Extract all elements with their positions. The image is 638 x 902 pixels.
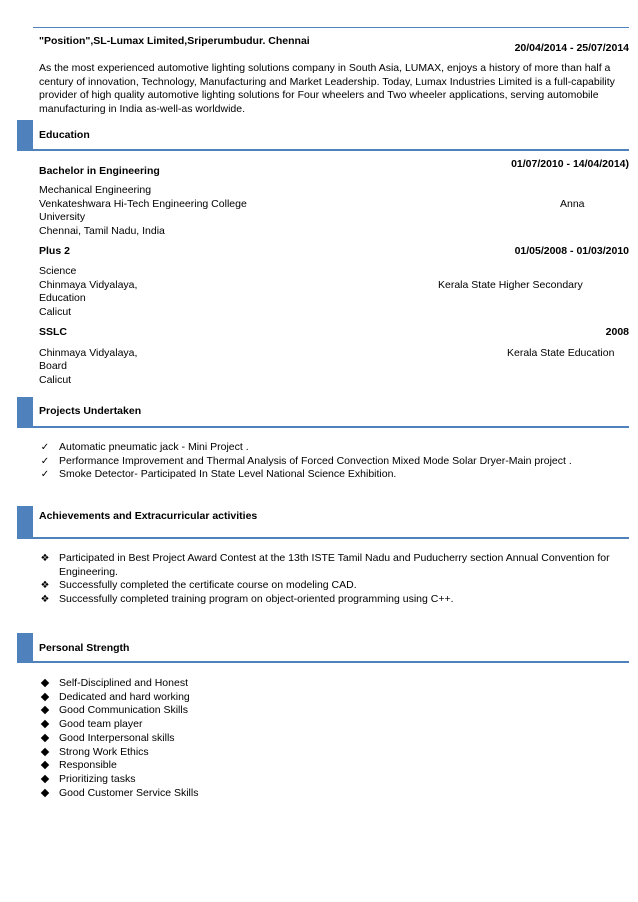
- education-field: Mechanical Engineering: [39, 184, 152, 196]
- education-institution: Chinmaya Vidyalaya,: [39, 279, 138, 291]
- education-degree: SSLC: [39, 326, 68, 338]
- four-diamond-icon: ❖: [40, 594, 50, 606]
- diamond-icon: [38, 704, 52, 718]
- education-institution: Chinmaya Vidyalaya,: [39, 347, 138, 359]
- list-item: Good team player: [38, 718, 633, 732]
- diamond-icon: [38, 718, 52, 732]
- strengths-list: [38, 677, 633, 800]
- education-board: Kerala State Higher Secondary: [438, 279, 583, 291]
- diamond-icon: [38, 746, 52, 760]
- diamond-icon: [38, 759, 52, 773]
- list-item: ❖ Successfully completed training program on object-oriented programming using C++.: [38, 593, 633, 607]
- strengths-section-marker: [17, 633, 33, 663]
- diamond-icon: [38, 787, 52, 801]
- education-location: Calicut: [39, 374, 72, 386]
- diamond-icon: [38, 691, 52, 705]
- diamond-icon: [38, 773, 52, 787]
- strengths-heading: Personal Strength: [39, 642, 130, 654]
- list-item: Responsible: [38, 759, 633, 773]
- list-item: ❖ Successfully completed the certificate course on modeling CAD.: [38, 579, 633, 593]
- list-item: ✓ Performance Improvement and Thermal Analysis of Forced Convection Mixed Mode Solar Dryer-Main project .: [38, 455, 633, 469]
- achievements-heading: Achievements and Extracurricular activities: [39, 510, 258, 522]
- diamond-icon: [38, 732, 52, 746]
- education-board-continued: University: [39, 211, 86, 223]
- diamond-icon: [38, 677, 52, 691]
- list-item: ✓ Automatic pneumatic jack - Mini Project .: [38, 441, 633, 455]
- projects-heading: Projects Undertaken: [39, 405, 142, 417]
- achievements-list: [38, 552, 633, 607]
- education-institution: Venkateshwara Hi-Tech Engineering College: [39, 198, 247, 210]
- check-icon: ✓: [40, 469, 50, 481]
- education-degree: Plus 2: [39, 245, 70, 257]
- experience-title: "Position",SL-Lumax Limited,Sriperumbudur. Chennai: [39, 35, 310, 47]
- check-icon: ✓: [40, 442, 50, 453]
- achievements-rule: [17, 537, 629, 539]
- education-board: Anna: [560, 198, 585, 210]
- achievements-section-marker: [17, 506, 33, 538]
- projects-list: [38, 441, 633, 482]
- four-diamond-icon: ❖: [40, 553, 50, 564]
- education-section-marker: [17, 120, 33, 150]
- education-board-continued: Board: [39, 360, 68, 372]
- experience-description: As the most experienced automotive lighting solutions company in South Asia, LUMAX, enjoys a history of more than half a century of innovation, Technology, Manufacturing and Market Leadership. Today, Lumax Industries Limited is a full-capability provider of high quality automotive lighting solutions for Four wheelers and Two wheeler applications, serving automobile manufacturing in India as-well-as worldwide.: [39, 62, 615, 116]
- education-dates: 01/07/2010 - 14/04/2014): [511, 158, 629, 170]
- list-item: Good Interpersonal skills: [38, 732, 633, 746]
- education-location: Chennai, Tamil Nadu, India: [39, 225, 165, 237]
- projects-section-marker: [17, 397, 33, 427]
- education-location: Calicut: [39, 306, 72, 318]
- education-heading: Education: [39, 129, 90, 141]
- list-item: ✓ Smoke Detector- Participated In State Level National Science Exhibition.: [38, 468, 633, 482]
- top-rule: [33, 27, 629, 28]
- experience-dates: 20/04/2014 - 25/07/2014: [514, 42, 629, 54]
- four-diamond-icon: ❖: [40, 580, 50, 592]
- list-item: Strong Work Ethics: [38, 746, 633, 760]
- education-dates: 2008: [605, 326, 629, 338]
- list-item: Dedicated and hard working: [38, 691, 633, 705]
- education-dates: 01/05/2008 - 01/03/2010: [514, 245, 629, 257]
- check-icon: ✓: [40, 455, 50, 467]
- education-field: Science: [39, 265, 77, 277]
- list-item: Good Communication Skills: [38, 704, 633, 718]
- list-item: Self-Disciplined and Honest: [38, 677, 633, 691]
- list-item: Good Customer Service Skills: [38, 787, 633, 801]
- education-rule: [17, 149, 629, 151]
- education-degree: Bachelor in Engineering: [39, 165, 160, 177]
- education-board-continued: Education: [39, 292, 86, 304]
- list-item: ❖ Participated in Best Project Award Contest at the 13th ISTE Tamil Nadu and Puducherry section Annual Convention for Engineering.: [38, 552, 633, 579]
- education-board: Kerala State Education: [507, 347, 615, 359]
- projects-rule: [17, 426, 629, 428]
- list-item: Prioritizing tasks: [38, 773, 633, 787]
- strengths-rule: [17, 661, 629, 663]
